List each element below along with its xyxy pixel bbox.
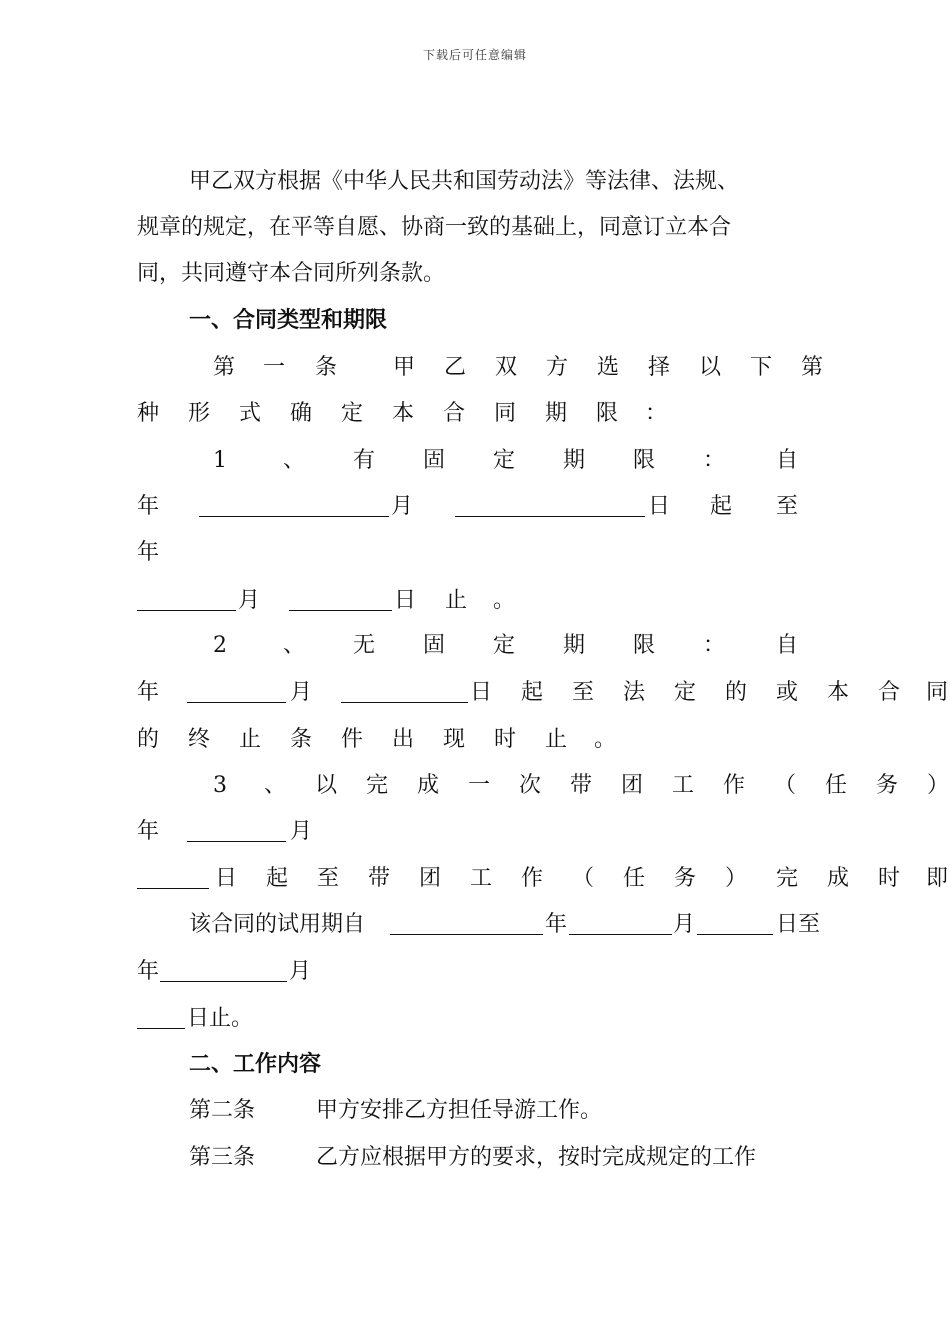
text-fragment: 期 — [563, 448, 586, 473]
text-fragment: 工 — [672, 773, 695, 798]
text-fragment: 双 — [495, 355, 518, 380]
text-fragment: 甲方安排乙方担任导游工作。 — [316, 1098, 603, 1123]
text-fragment: 择 — [648, 355, 671, 380]
text-fragment: 一 — [468, 773, 491, 798]
text-fragment: （ — [774, 773, 797, 798]
text-fragment: 下 — [750, 355, 773, 380]
text-fragment: 、 — [264, 773, 287, 798]
text-fragment: 日 — [394, 588, 417, 613]
text-fragment: 、 — [283, 633, 306, 658]
blank-field[interactable] — [697, 909, 773, 935]
text-fragment: ） — [725, 866, 748, 891]
text-fragment: 或 — [776, 680, 799, 705]
text-fragment: 团 — [419, 866, 442, 891]
text-fragment: 3 — [213, 773, 227, 798]
text-fragment: 年 — [137, 680, 160, 705]
blank-field[interactable] — [390, 909, 543, 935]
blank-field[interactable] — [137, 1003, 185, 1029]
text-fragment: 固 — [423, 633, 446, 658]
text-fragment: 止 — [545, 727, 568, 752]
text-fragment: 限 — [633, 633, 656, 658]
text-fragment: 定 — [674, 680, 697, 705]
text-fragment: 次 — [519, 773, 542, 798]
text-fragment: 第三条 — [189, 1145, 256, 1170]
text-fragment: 甲 — [393, 355, 416, 380]
text-fragment: ： — [703, 448, 726, 473]
text-fragment: 自 — [776, 448, 799, 473]
text-fragment: 年 — [137, 494, 160, 519]
text-fragment: 条 — [315, 355, 338, 380]
text-fragment: 时 — [878, 866, 901, 891]
text-fragment: 日 — [648, 494, 671, 519]
text-fragment: 第二条 — [189, 1098, 256, 1123]
text-fragment: 带 — [368, 866, 391, 891]
text-fragment: 起 — [521, 680, 544, 705]
text-fragment: 无 — [353, 633, 376, 658]
text-fragment: 1 — [213, 448, 227, 473]
text-fragment: 第 — [801, 355, 824, 380]
text-fragment: 务 — [674, 866, 697, 891]
blank-field[interactable] — [137, 863, 209, 889]
text-fragment: 任 — [825, 773, 848, 798]
text-fragment: 、 — [283, 448, 306, 473]
text-fragment: 年 — [137, 819, 160, 844]
text-fragment: 日至 — [776, 912, 821, 937]
text-fragment: 同 — [926, 680, 949, 705]
text-fragment: 的 — [137, 727, 160, 752]
text-fragment: 完 — [776, 866, 799, 891]
blank-field[interactable] — [187, 816, 286, 842]
text-fragment: 方 — [546, 355, 569, 380]
text-fragment: 2 — [213, 633, 227, 658]
text-fragment: 成 — [827, 866, 850, 891]
text-fragment: 确 — [290, 401, 313, 426]
text-fragment: 现 — [443, 727, 466, 752]
text-fragment: 带 — [570, 773, 593, 798]
text-fragment: 至 — [317, 866, 340, 891]
blank-field[interactable] — [137, 585, 236, 611]
text-fragment: 作 — [521, 866, 544, 891]
text-fragment: 月 — [673, 912, 696, 937]
text-fragment: 乙方应根据甲方的要求，按时完成规定的工作 — [316, 1145, 757, 1170]
text-fragment: 终 — [188, 727, 211, 752]
text-fragment: 月 — [391, 494, 414, 519]
page-header: 下载后可任意编辑 — [422, 48, 527, 62]
text-fragment: 乙 — [444, 355, 467, 380]
text-fragment: 定 — [341, 401, 364, 426]
text-fragment: 完 — [366, 773, 389, 798]
text-fragment: 时 — [494, 727, 517, 752]
text-fragment: 日止。 — [187, 1006, 254, 1031]
text-fragment: 以 — [315, 773, 338, 798]
text-fragment: 一 — [263, 355, 286, 380]
text-fragment: 法 — [623, 680, 646, 705]
text-fragment: 本 — [392, 401, 415, 426]
text-fragment: 以 — [699, 355, 722, 380]
text-fragment: 定 — [493, 633, 516, 658]
text-fragment: 任 — [623, 866, 646, 891]
text-fragment: 止 — [445, 588, 468, 613]
text-fragment: 月 — [238, 588, 261, 613]
text-fragment: 选 — [597, 355, 620, 380]
text-fragment: 年 — [137, 959, 160, 984]
text-fragment: 期 — [545, 401, 568, 426]
text-fragment: 二、工作内容 — [189, 1052, 322, 1077]
text-fragment: 式 — [239, 401, 262, 426]
text-fragment: 工 — [470, 866, 493, 891]
text-fragment: 至 — [776, 494, 799, 519]
text-fragment: 该合同的试用期自 — [189, 912, 366, 937]
text-fragment: 一、合同类型和期限 — [189, 308, 388, 333]
text-fragment: 月 — [289, 959, 312, 984]
text-fragment: 成 — [417, 773, 440, 798]
text-fragment: 的 — [725, 680, 748, 705]
text-fragment: 团 — [621, 773, 644, 798]
text-fragment: 本 — [827, 680, 850, 705]
text-fragment: 止 — [239, 727, 262, 752]
text-fragment: 月 — [290, 819, 313, 844]
blank-field[interactable] — [569, 909, 672, 935]
text-fragment: 件 — [341, 727, 364, 752]
text-fragment: 限 — [596, 401, 619, 426]
blank-field[interactable] — [160, 956, 287, 982]
text-fragment: 定 — [493, 448, 516, 473]
text-fragment: 规章的规定，在平等自愿、协商一致的基础上，同意订立本合 — [137, 215, 732, 240]
text-fragment: 条 — [290, 727, 313, 752]
text-fragment: 作 — [723, 773, 746, 798]
text-fragment: 同 — [494, 401, 517, 426]
blank-field[interactable] — [187, 677, 286, 703]
text-fragment: 甲乙双方根据《中华人民共和国劳动法》等法律、法规、 — [189, 169, 740, 194]
text-fragment: ： — [703, 633, 726, 658]
text-fragment: 月 — [290, 680, 313, 705]
text-fragment: 。 — [594, 727, 617, 752]
text-fragment: 。 — [493, 588, 516, 613]
text-fragment: 起 — [710, 494, 733, 519]
text-fragment: 即 — [926, 866, 949, 891]
text-fragment: 日 — [215, 866, 238, 891]
text-fragment: 至 — [572, 680, 595, 705]
text-fragment: ） — [927, 773, 950, 798]
text-fragment: 出 — [392, 727, 415, 752]
text-fragment: 种 — [137, 401, 160, 426]
text-fragment: 自 — [776, 633, 799, 658]
blank-field[interactable] — [289, 585, 392, 611]
text-fragment: （ — [572, 866, 595, 891]
text-fragment: 有 — [353, 448, 376, 473]
text-fragment: 固 — [423, 448, 446, 473]
text-fragment: 形 — [188, 401, 211, 426]
text-fragment: 年 — [545, 912, 568, 937]
text-fragment: 年 — [137, 540, 160, 565]
text-fragment: 日 — [470, 680, 493, 705]
text-fragment: 合 — [878, 680, 901, 705]
blank-field[interactable] — [341, 677, 468, 703]
text-fragment: 第 — [213, 355, 236, 380]
text-fragment: 同，共同遵守本合同所列条款。 — [137, 261, 446, 286]
text-fragment: 期 — [563, 633, 586, 658]
text-fragment: 起 — [266, 866, 289, 891]
text-fragment: 务 — [876, 773, 899, 798]
text-fragment: 合 — [443, 401, 466, 426]
blank-field[interactable] — [455, 491, 645, 517]
text-fragment: 限 — [633, 448, 656, 473]
text-fragment: ： — [645, 401, 668, 426]
blank-field[interactable] — [199, 491, 389, 517]
